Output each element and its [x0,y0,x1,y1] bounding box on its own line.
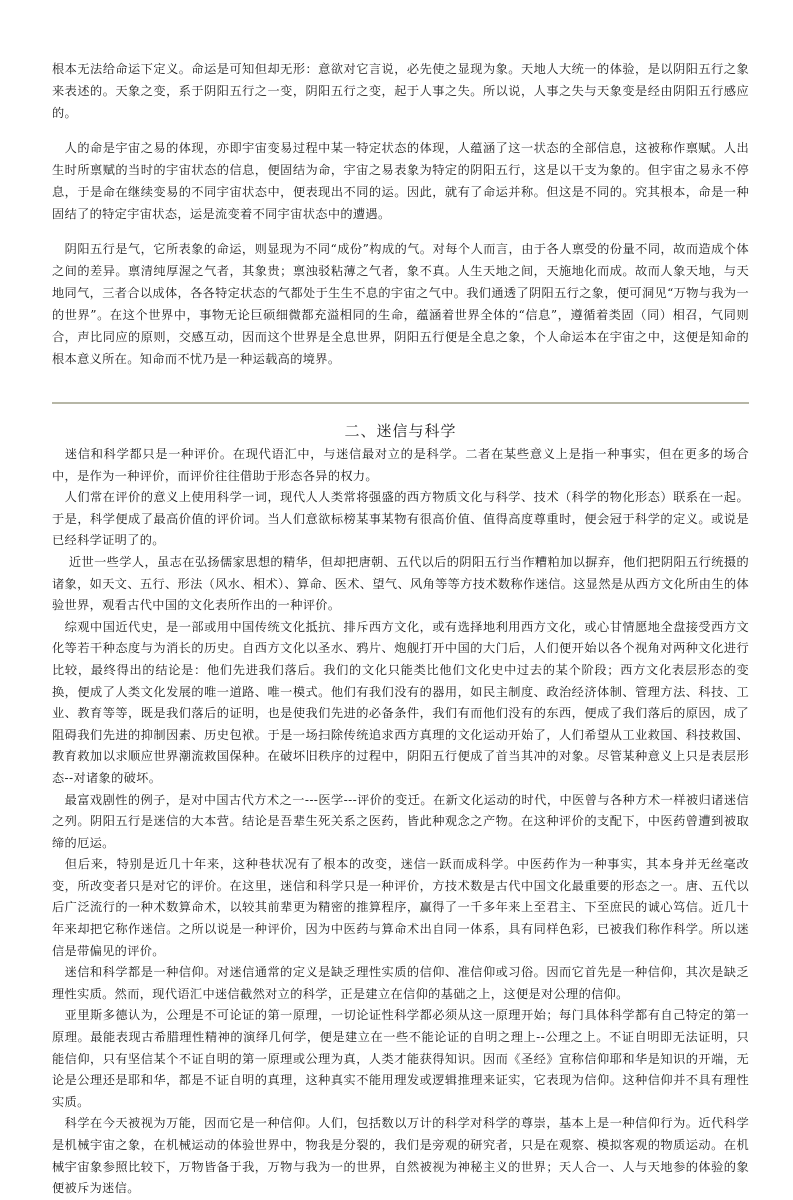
paragraph: 迷信和科学都只是一种评价。在现代语汇中，与迷信最对立的是科学。二者在某些意义上是指一种事实，但在更多的场合中，是作为一种评价，而评价往往借助于形态各异的权力。 [52,447,749,483]
paragraph: 迷信和科学都是一种信仰。对迷信通常的定义是缺乏理性实质的信仰、准信仰或习俗。因而它首先是一种信仰，其次是缺乏理性实质。然而，现代语汇中迷信截然对立的科学，正是建立在信仰的基础之上，这便是对公理的信仰。 [52,965,749,1001]
paragraph: 人的命是宇宙之易的体现，亦即宇宙变易过程中某一特定状态的体现，人蕴涵了这一状态的全部信息，这被称作禀赋。人出生时所禀赋的当时的宇宙状态的信息，便固结为命，宇宙之易表象为特定的阴阳五行，这是以干支为象的。但宇宙之易永不停息，于是命在继续变易的不同宇宙状态中，便表现出不同的运。因此，就有了命运并称。但这是不同的。究其根本，命是一种固结了的特定宇宙状态，运是流变着不同宇宙状态中的遭遇。 [52,141,749,221]
paragraph: 科学在今天被视为万能，因而它是一种信仰。人们，包括数以万计的科学对科学的尊崇，基本上是一种信仰行为。近代科学是机械宇宙之象，在机械运动的体验世界中，物我是分裂的，我们是旁观的研究者，只是在观察、模拟客观的物质运动。在机械宇宙象参照比较下，万物皆备于我，万物与我为一的世界，自然被视为神秘主义的世界；天人合一、人与天地参的体验的象便被斥为迷信。 [52,1116,749,1196]
paragraph: 近世一些学人，虽志在弘扬儒家思想的精华，但却把唐朝、五代以后的阴阳五行当作糟粕加以摒弃，他们把阴阳五行统摄的诸象，如天文、五行、形法（风水、相术）、算命、医术、望气、风角等等方技术数称作迷信。这显然是从西方文化所由生的体验世界，观看古代中国的文化表所作出的一种评价。 [52,554,749,613]
section-superstition-science [52,420,749,1200]
section-title: 二、迷信与科学 [344,422,457,440]
paragraph: 人们常在评价的意义上使用科学一词，现代人人类常将强盛的西方物质文化与科学、技术（科学的物化形态）联系在一起。于是，科学便成了最高价值的评价词。当人们意欲标榜某事某物有很高价值、值得高度尊重时，便会冠于科学的定义。或说是已经科学证明了的。 [52,490,749,548]
paragraph: 阴阳五行是气，它所表象的命运，则显现为不同“成份”构成的气。对每个人而言，由于各人禀受的份量不同，故而造成个体之间的差异。禀清纯厚渥之气者，其象贵；禀浊驳粘薄之气者，象不真。人生天地之间，天施地化而成。故而人象天地，与天地同气，三者合以成体，各各特定状态的气都处于生生不息的宇宙之气中。我们通透了阴阳五行之象，便可洞见“万物与我为一的世界”。在这个世界中，事物无论巨硕细微都充溢相同的生命，蕴涵着世界全体的“信息”，遵循着类固（同）相召，气同则合，声比同应的原则，交感互动，因而这个世界是全息世界，阴阳五行便是全息之象，个人命运本在宇宙之中，这便是知命的根本意义所在。知命而不忧乃是一种运载高的境界。 [52,242,749,366]
paragraph: 最富戏剧性的例子，是对中国古代方术之一---医学---评价的变迁。在新文化运动的时代，中医曾与各种方术一样被归诸迷信之列。阴阳五行是迷信的大本营。结论是吾辈生死关系之医药，皆此种观念之产物。在这种评价的支配下，中医药曾遭到被取缔的厄运。 [52,792,749,850]
section-fate [52,58,749,383]
paragraph: 但后来，特别是近几十年来，这种巷状况有了根本的改变，迷信一跃而成科学。中医药作为一种事实，其本身并无丝毫改变，所改变者只是对它的评价。在这里，迷信和科学只是一种评价，方技术数是古代中国文化最重要的形态之一。唐、五代以后广泛流行的一种术数算命术，以较其前辈更为精密的推算程序，赢得了一千多年来上至君主、下至庶民的诚心笃信。近几十年来却把它称作迷信。之所以说是一种评价，因为中医药与算命术出自同一体系，具有同样色彩，已被我们称作科学。所以迷信是带偏见的评价。 [52,857,749,958]
section-divider [52,402,749,404]
paragraph: 亚里斯多德认为，公理是不可论证的第一原理，一切论证性科学都必须从这一原理开始；每门具体科学都有自己特定的第一原理。最能表现古希腊理性精神的演绎几何学，便是建立在一些不能论证的自明之理上--公理之上。不证自明即无法证明，只能信仰，只有坚信某个不证自明的第一原理或公理为真，人类才能获得知识。因而《圣经》宣称信仰耶和华是知识的开端，无论是公理还是耶和华，都是不证自明的真理，这种真实不能用理发或逻辑推理来证实，它表现为信仰。这种信仰并不具有理性实质。 [52,1008,749,1109]
paragraph: 根本无法给命运下定义。命运是可知但却无形：意欲对它言说，必先使之显现为象。天地人大统一的体验，是以阴阳五行之象来表述的。天象之变，系于阴阳五行之一变，阴阳五行之变，起于人事之失。所以说，人事之失与天象变是经由阴阳五行感应的。 [52,62,749,120]
paragraph: 综观中国近代史，是一部或用中国传统文化抵抗、排斥西方文化，或有选择地利用西方文化，或心甘情愿地全盘接受西方文化等若干种态度与为消长的历史。自西方文化以圣水、鸦片、炮舰打开中国的大门后，人们便开始以各个视角对两种文化进行比较，最终得出的结论是：他们先进我们落后。我们的文化只能类比他们文化史中过去的某个阶段；西方文化表层形态的变换，便成了人类文化发展的唯一道路、唯一模式。他们有我们没有的器用，如民主制度、政治经济体制、管理方法、科技、工业、教育等等，既是我们落后的证明，也是使我们先进的必备条件，我们有而他们没有的东西，便成了我们落后的原因，成了阻碍我们先进的抑制因素、历史包袱。于是一场扫除传统追求西方真理的文化运动开始了，人们希望从工业救国、科技救国、教育救加以求顺应世界潮流救国保种。在破坏旧秩序的过程中，阴阳五行便成了首当其冲的对象。尽管某种意义上只是表层形态--对诸象的破坏。 [52,619,749,785]
